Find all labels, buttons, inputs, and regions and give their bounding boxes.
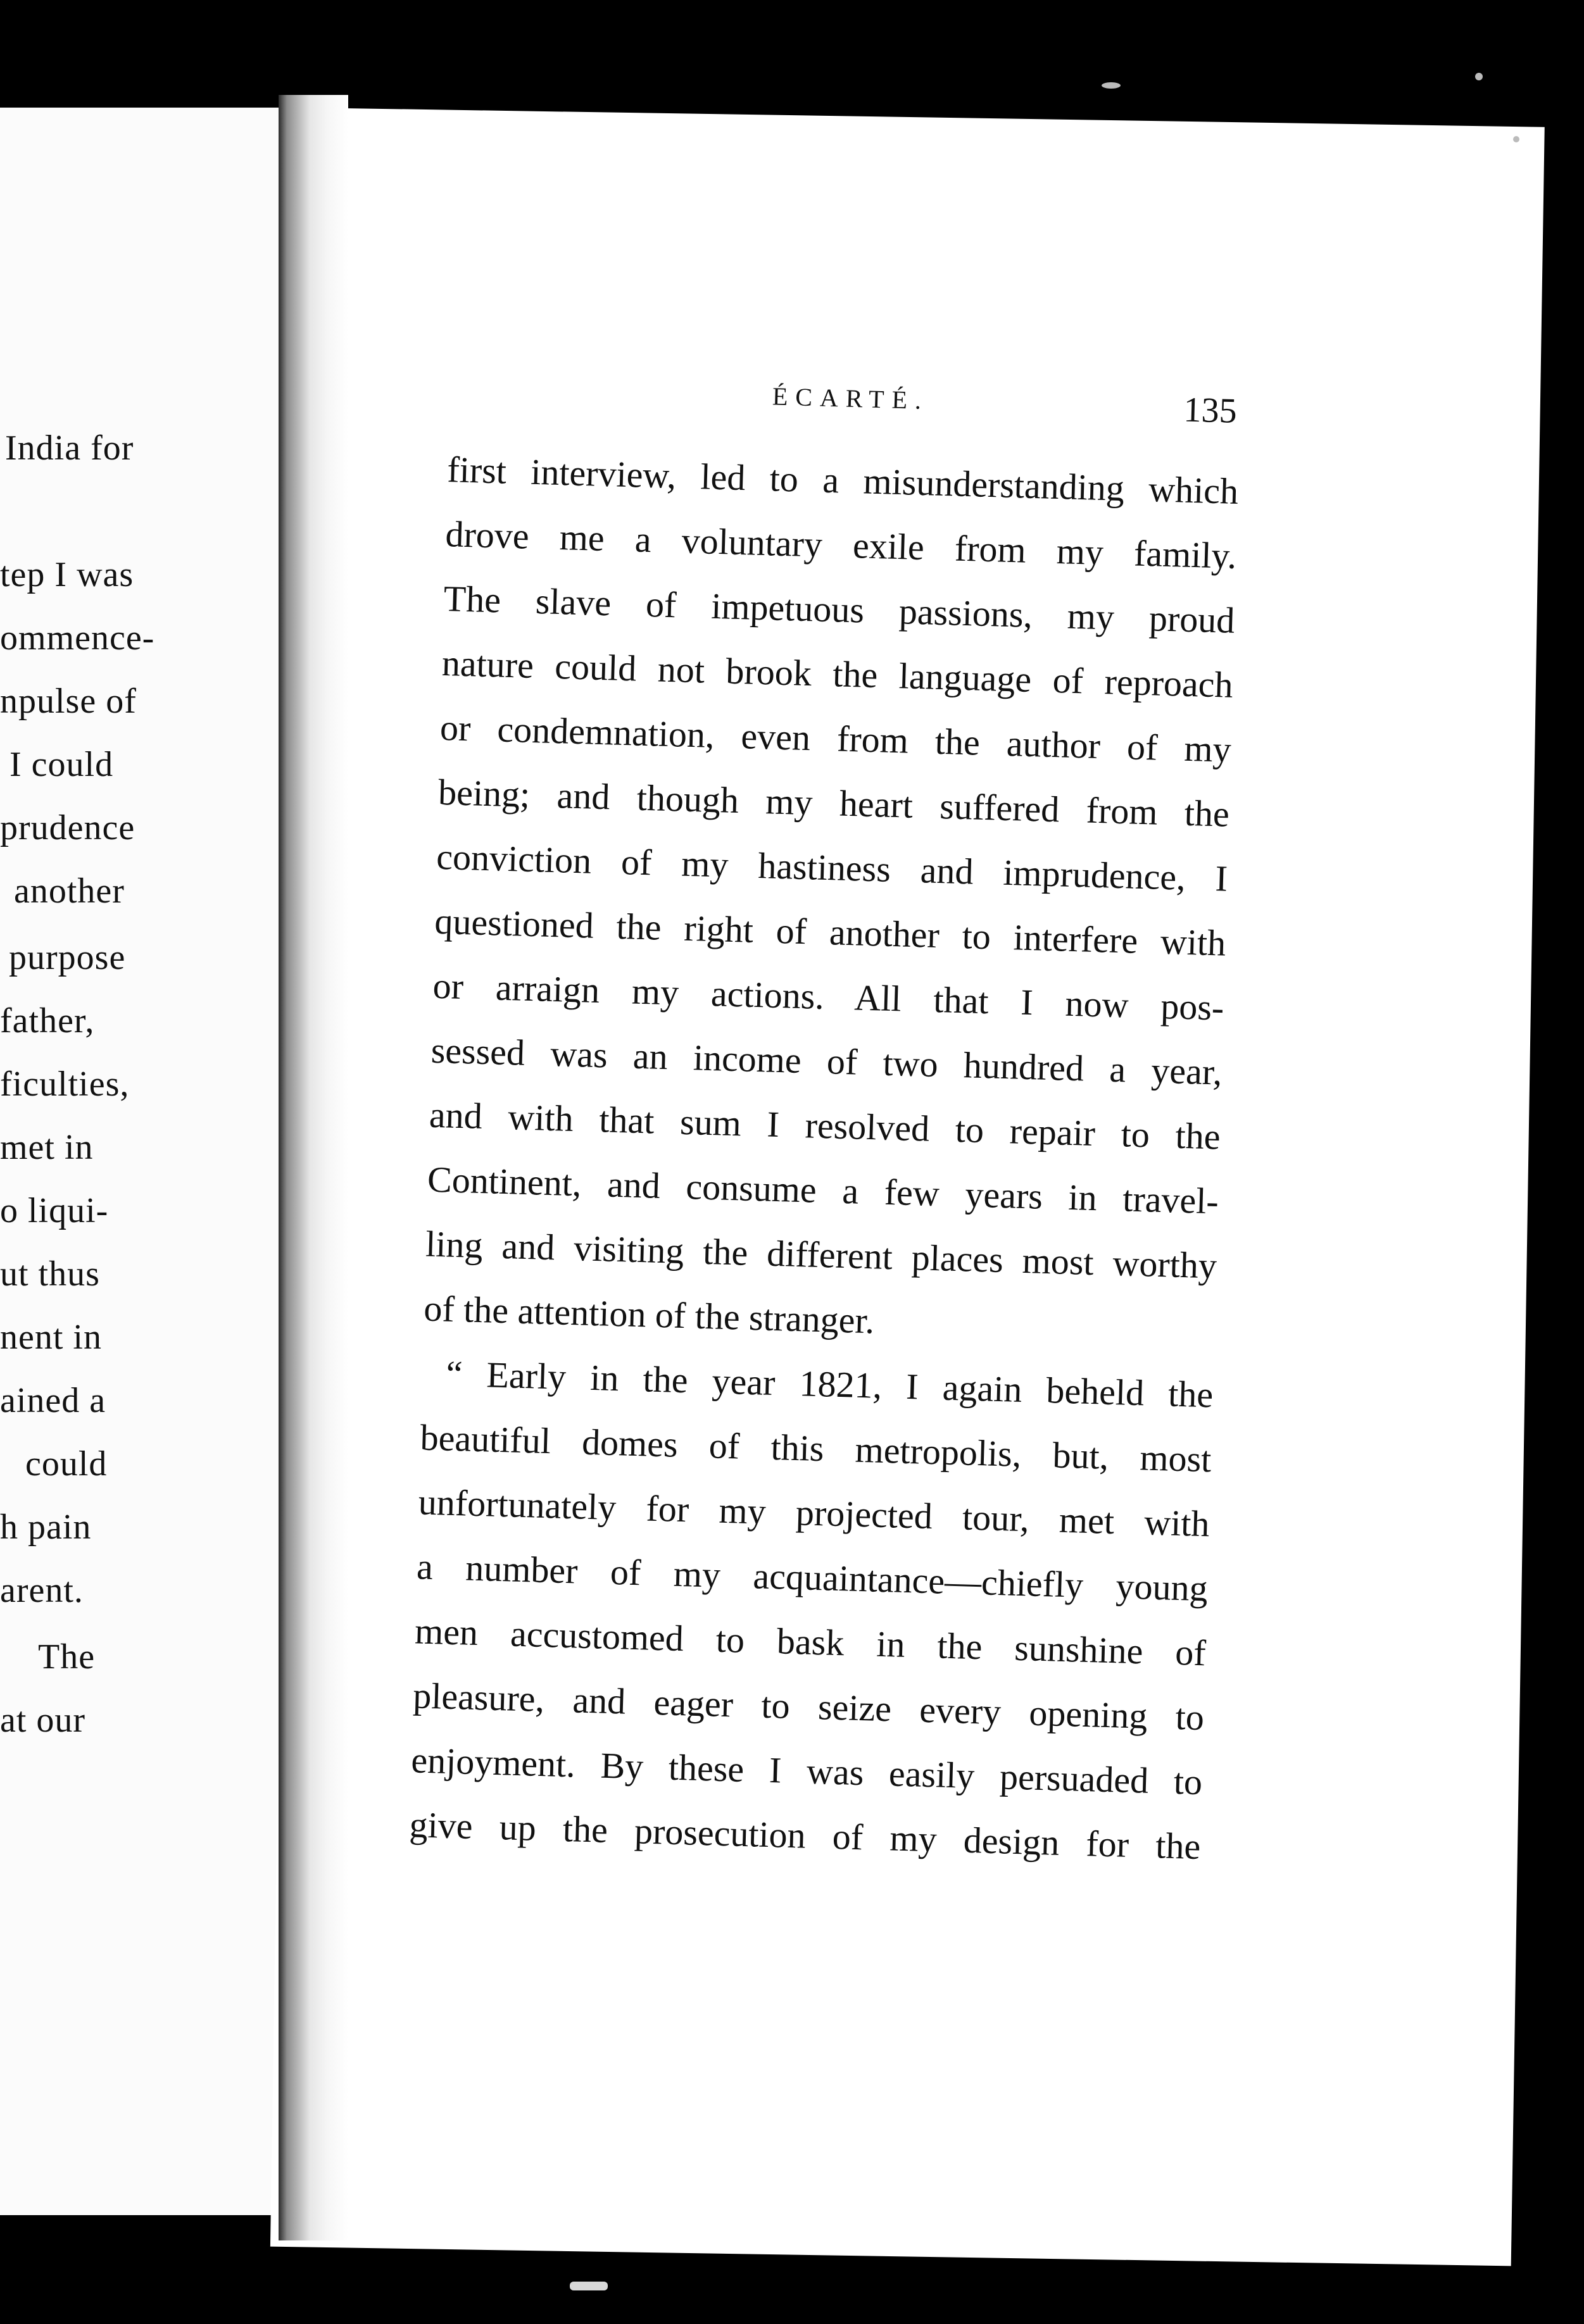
left-line: purpose (9, 938, 126, 977)
left-line: prudence (0, 808, 135, 847)
left-line: I could (9, 745, 114, 784)
left-line: nent in (0, 1318, 102, 1357)
body-line: first interview, led to a misunderstanding which (446, 449, 1239, 512)
left-line: ained a (0, 1381, 106, 1420)
body-line: “ Early in the year 1821, I again beheld the (445, 1353, 1214, 1416)
body-line: drove me a voluntary exile from my family. (444, 513, 1238, 577)
body-line: nature could not brook the language of reproach (441, 642, 1234, 706)
body-line: conviction of my hastiness and imprudence, I (436, 835, 1228, 899)
body-line: beautiful domes of this metropolis, but, most (419, 1416, 1212, 1480)
scan-speck (1475, 73, 1483, 80)
body-line: of the attention of the stranger. (423, 1287, 876, 1342)
left-line: ut thus (0, 1254, 100, 1294)
scan-smudge (570, 2282, 608, 2290)
left-line: another (14, 872, 125, 911)
left-line: h pain (0, 1508, 92, 1547)
body-line: The slave of impetuous passions, my proud (443, 577, 1236, 641)
body-line: or condemnation, even from the author of my (439, 706, 1232, 770)
body-line: give up the prosecution of my design for the (408, 1804, 1202, 1868)
body-line: Continent, and consume a few years in travel- (427, 1158, 1219, 1222)
left-line: at our (0, 1701, 86, 1740)
left-line: The (38, 1637, 96, 1677)
body-line: being; and though my heart suffered from the (437, 771, 1230, 835)
body-line: sessed was an income of two hundred a year, (430, 1029, 1223, 1093)
left-line: could (25, 1444, 108, 1484)
scan-speck (1513, 136, 1519, 142)
body-line: or arraign my actions. All that I now pos- (432, 965, 1225, 1028)
left-line: ficulties, (0, 1065, 130, 1104)
body-line: a number of my acquaintance—chiefly young (416, 1546, 1209, 1609)
body-line: and with that sum I resolved to repair to the (429, 1094, 1221, 1158)
body-line: ling and visiting the different places most worthy (425, 1223, 1217, 1287)
page-number: 135 (1183, 390, 1238, 431)
left-line: npulse of (0, 682, 137, 721)
body-line: enjoyment. By these I was easily persuaded to (410, 1739, 1203, 1803)
running-head: ÉCARTÉ. (772, 382, 929, 415)
left-line: met in (0, 1128, 94, 1167)
left-line: ommence- (0, 618, 155, 658)
body-line: questioned the right of another to interfere with (434, 900, 1227, 964)
body-line: pleasure, and eager to seize every opening to (412, 1675, 1205, 1739)
left-line: arent. (0, 1571, 84, 1610)
left-line: tep I was (0, 555, 134, 594)
body-line: men accustomed to bask in the sunshine of (414, 1610, 1207, 1674)
left-line: India for (5, 428, 134, 468)
left-line: father, (0, 1001, 95, 1040)
left-line: o liqui- (0, 1191, 109, 1230)
body-line: unfortunately for my projected tour, met with (418, 1481, 1210, 1545)
scan-speck (1102, 82, 1121, 89)
